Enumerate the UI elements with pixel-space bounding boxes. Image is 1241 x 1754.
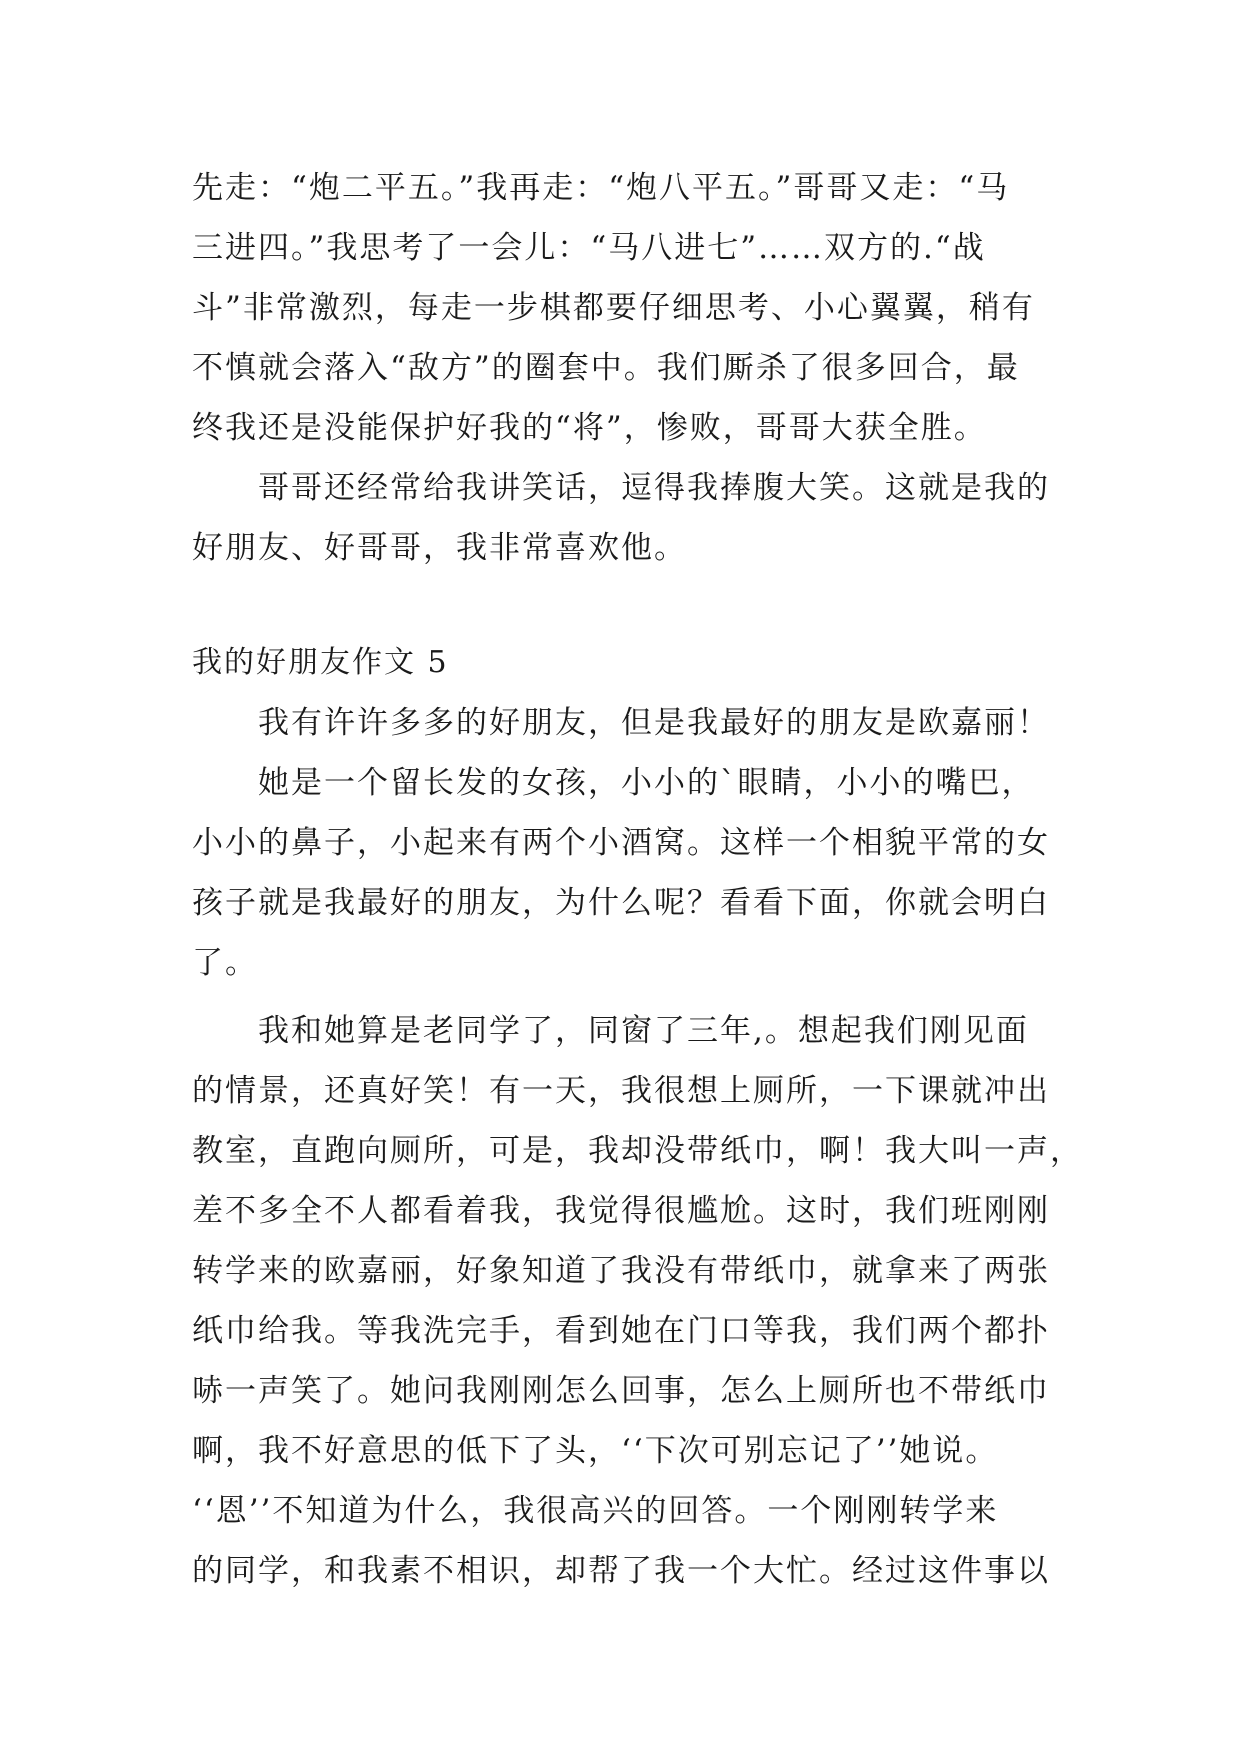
paragraph: [192, 458, 1072, 578]
paragraph-spacer: [192, 993, 1072, 1001]
text-line: 斗”非常激烈，每走一步棋都要仔细思考、小心翼翼，稍有: [192, 290, 1035, 326]
text-line: 哧一声笑了。她问我刚刚怎么回事，怎么上厕所也不带纸巾: [192, 1373, 1050, 1409]
text-line: 好朋友、好哥哥，我非常喜欢他。: [192, 530, 687, 566]
text-line: 先走：“炮二平五。”我再走：“炮八平五。”哥哥又走：“马: [192, 170, 1010, 206]
text-line: 不慎就会落入“敌方”的圈套中。我们厮杀了很多回合，最: [192, 350, 1020, 386]
text-line: 教室，直跑向厕所，可是，我却没带纸巾，啊！我大叫一声，: [192, 1133, 1083, 1169]
text-line: 哥哥还经常给我讲笑话，逗得我捧腹大笑。这就是我的: [258, 470, 1050, 506]
paragraph: [192, 693, 1072, 753]
text-line: 纸巾给我。等我洗完手，看到她在门口等我，我们两个都扑: [192, 1313, 1050, 1349]
text-line: 的情景，还真好笑！有一天，我很想上厕所，一下课就冲出: [192, 1073, 1050, 1109]
paragraph: [192, 753, 1072, 993]
paragraph: [192, 1001, 1083, 1601]
text-line: ‘‘恩’’不知道为什么，我很高兴的回答。一个刚刚转学来: [192, 1493, 999, 1529]
text-line: 孩子就是我最好的朋友，为什么呢？看看下面，你就会明白: [192, 885, 1050, 921]
text-line: 三进四。”我思考了一会儿：“马八进七”……双方的.“战: [192, 230, 986, 266]
text-line: 转学来的欧嘉丽，好象知道了我没有带纸巾，就拿来了两张: [192, 1253, 1050, 1289]
text-line: 她是一个留长发的女孩，小小的`眼睛，小小的嘴巴，: [258, 765, 1035, 801]
text-line: 差不多全不人都看着我，我觉得很尴尬。这时，我们班刚刚: [192, 1193, 1050, 1229]
document-body: [192, 158, 1083, 1601]
section-title: 我的好朋友作文 5: [192, 645, 449, 680]
text-line: 的同学，和我素不相识，却帮了我一个大忙。经过这件事以: [192, 1553, 1050, 1589]
text-line: 我有许许多多的好朋友，但是我最好的朋友是欧嘉丽！: [258, 705, 1050, 741]
section-spacer: [192, 578, 1072, 633]
text-line: 我和她算是老同学了，同窗了三年,。想起我们刚见面: [258, 1013, 1029, 1049]
paragraph: [192, 158, 1072, 458]
text-line: 小小的鼻子，小起来有两个小酒窝。这样一个相貌平常的女: [192, 825, 1050, 861]
text-line: 啊，我不好意思的低下了头，‘‘下次可别忘记了’’她说。: [192, 1433, 999, 1469]
text-line: 了。: [192, 945, 258, 981]
text-line: 终我还是没能保护好我的“将”，惨败，哥哥大获全胜。: [192, 410, 987, 446]
